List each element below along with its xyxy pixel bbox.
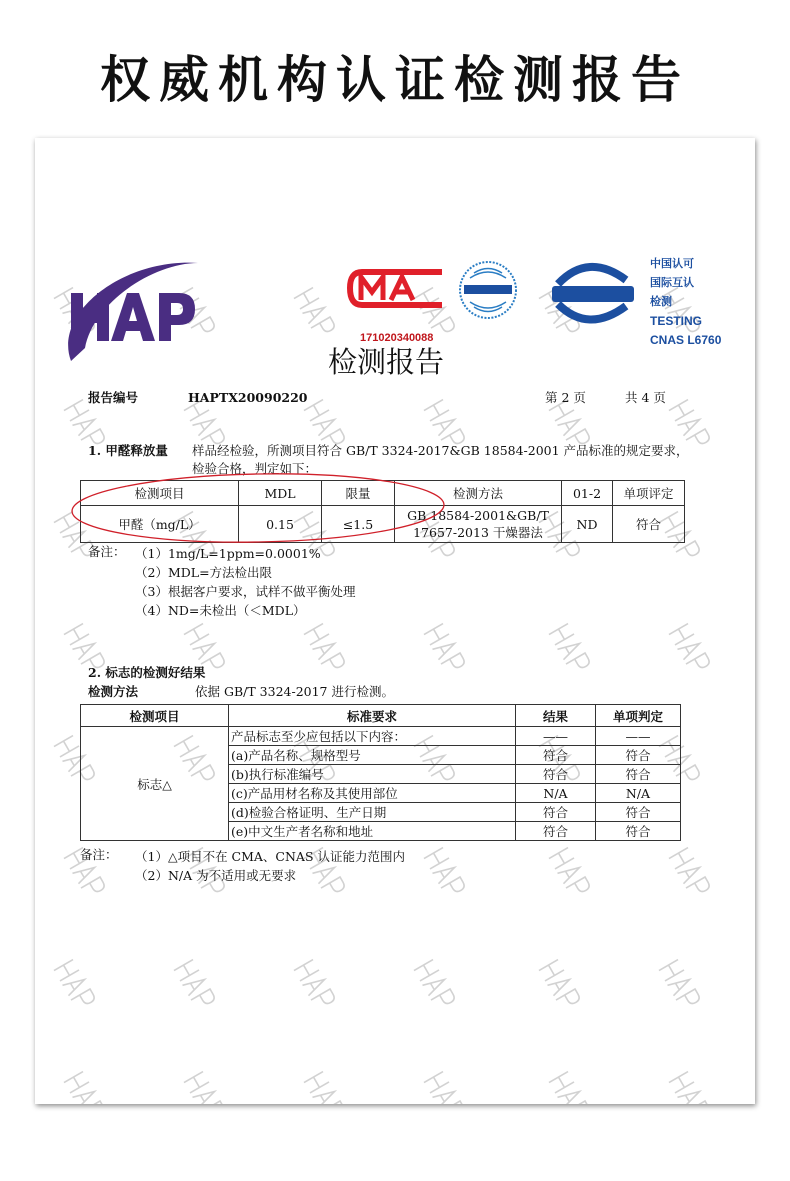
table-row: (c)产品用材名称及其使用部位 N/A N/A — [81, 784, 681, 803]
marking-table — [80, 704, 681, 841]
table-header-row: 检测项目 MDL 限量 检测方法 01-2 单项评定 — [81, 481, 685, 506]
report-heading: 检测报告 — [328, 345, 445, 379]
section1-desc-2: 检验合格，判定如下： — [192, 461, 318, 476]
notes1-label: 备注： — [88, 544, 126, 559]
section2-title: 2. 标志的检测好结果 — [88, 665, 206, 680]
hap-watermark — [669, 624, 711, 675]
hap-watermark — [549, 848, 591, 899]
page-number: 第 2 页 — [545, 390, 586, 405]
section2-method-value: 依据 GB/T 3324-2017 进行检测。 — [195, 684, 394, 699]
hap-watermark — [184, 1072, 226, 1104]
serial-number: 171020340088 — [360, 332, 434, 344]
report-number: HAPTX20090220 — [188, 390, 308, 405]
hap-watermark — [549, 624, 591, 675]
table-header-row: 检测项目 标准要求 结果 单项判定 — [81, 705, 681, 727]
hap-watermark — [304, 1072, 346, 1104]
report-number-label: 报告编号 — [88, 390, 139, 405]
hap-watermark — [669, 1072, 711, 1104]
section2-method-label: 检测方法 — [88, 684, 139, 699]
report-document — [35, 138, 755, 1104]
table-row: (a)产品名称、规格型号 符合 符合 — [81, 746, 681, 765]
hap-watermark — [294, 960, 336, 1011]
hap-watermark — [54, 960, 96, 1011]
hap-watermark — [294, 288, 336, 339]
page-total: 共 4 页 — [625, 390, 666, 405]
hap-watermark — [304, 624, 346, 675]
hap-watermark — [424, 1072, 466, 1104]
hap-watermark — [549, 1072, 591, 1104]
hap-watermark — [414, 960, 456, 1011]
hap-watermark — [659, 960, 701, 1011]
table-row: 标志△ 产品标志至少应包括以下内容： —— —— — [81, 727, 681, 746]
hap-watermark — [424, 624, 466, 675]
section1-desc: 样品经检验，所测项目符合 GB/T 3324-2017&GB 18584-2001 产品标准的规定要求， — [192, 443, 689, 458]
cnas-accreditation-text: 中国认可 国际互认 检测 TESTING CNAS L6760 — [650, 258, 722, 347]
hap-logo — [63, 253, 203, 368]
notes1-list: （1）1mg/L=1ppm=0.0001% （2）MDL=方法检出限 （3）根据客户要求，试样不做平衡处理 （4）ND=未检出（＜MDL） — [135, 546, 356, 618]
hap-watermark — [424, 848, 466, 899]
hap-watermark — [539, 960, 581, 1011]
cnas-logo — [548, 262, 638, 324]
hap-watermark — [669, 848, 711, 899]
page-title: 权威机构认证检测报告 — [100, 51, 690, 109]
table-row: 甲醛（mg/L） 0.15 ≤1.5 GB 18584-2001&GB/T 17657-2013 干燥器法 ND 符合 — [81, 506, 685, 543]
section1-title: 1. 甲醛释放量 — [88, 443, 168, 458]
hap-watermark — [174, 960, 216, 1011]
red-ellipse-annotation — [70, 471, 450, 546]
table-row: (b)执行标准编号 符合 符合 — [81, 765, 681, 784]
hap-watermark — [64, 1072, 106, 1104]
notes2-list: （1）△项目不在 CMA、CNAS 认证能力范围内 （2）N/A 为不适用或无要求 — [135, 849, 405, 883]
notes2-label: 备注： — [80, 847, 118, 862]
table-row: (e)中文生产者名称和地址 符合 符合 — [81, 822, 681, 841]
table-row: (d)检验合格证明、生产日期 符合 符合 — [81, 803, 681, 822]
ilac-mra-logo — [458, 260, 518, 320]
cma-logo — [347, 266, 447, 311]
